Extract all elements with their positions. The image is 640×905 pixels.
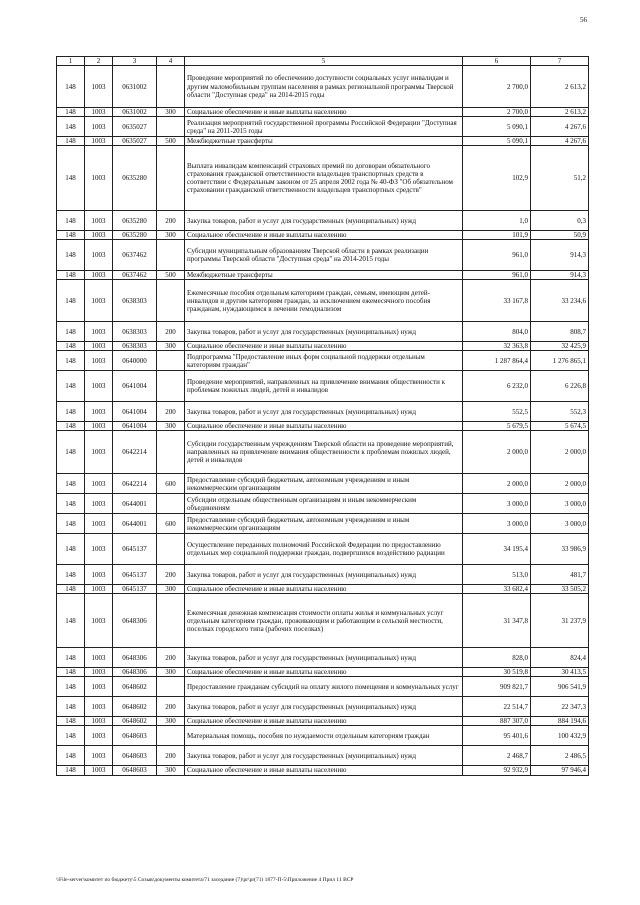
description-cell: Социальное обеспечение и иные выплаты населению: [185, 668, 463, 677]
amount-planned-cell: 828,0: [463, 648, 531, 668]
target-code-cell: 0641004: [113, 371, 157, 402]
amount-actual-cell: 3 000,0: [531, 494, 589, 514]
target-code-cell: 0635027: [113, 117, 157, 137]
admin-code-cell: 148: [57, 66, 85, 108]
target-code-cell: 0641004: [113, 402, 157, 422]
target-code-cell: 0641004: [113, 422, 157, 431]
expense-type-cell: [157, 351, 185, 371]
target-code-cell: 0648603: [113, 766, 157, 775]
amount-planned-cell: 5 679,5: [463, 422, 531, 431]
description-cell: Социальное обеспечение и иные выплаты населению: [185, 422, 463, 431]
target-code-cell: 0635280: [113, 231, 157, 240]
amount-planned-cell: 34 195,4: [463, 534, 531, 565]
target-code-cell: 0648602: [113, 697, 157, 717]
budget-table: [56, 56, 589, 776]
table-row: [57, 322, 589, 342]
admin-code-cell: 148: [57, 726, 85, 746]
admin-code-cell: 148: [57, 565, 85, 585]
table-row: [57, 402, 589, 422]
admin-code-cell: 148: [57, 431, 85, 474]
table-row: [57, 697, 589, 717]
description-cell: Материальная помощь, пособия по нуждаемости отдельным категориям граждан: [185, 726, 463, 746]
amount-actual-cell: 3 000,0: [531, 514, 589, 534]
description-cell: Межбюджетные трансферты: [185, 137, 463, 146]
description-cell: Социальное обеспечение и иные выплаты населению: [185, 585, 463, 594]
expense-type-cell: [157, 726, 185, 746]
page-number: 56: [580, 16, 587, 24]
description-cell: Осуществление переданных полномочий Российской Федерации по предоставлению отдельных мер социальной поддержки граждан, подвергшихся воздействию радиации: [185, 534, 463, 565]
amount-actual-cell: 914,3: [531, 240, 589, 271]
table-row: [57, 594, 589, 648]
expense-type-cell: 300: [157, 342, 185, 351]
table-row: [57, 494, 589, 514]
expense-type-cell: [157, 677, 185, 697]
section-code-cell: 1003: [85, 108, 113, 117]
expense-type-cell: 300: [157, 717, 185, 726]
amount-planned-cell: 513,0: [463, 565, 531, 585]
amount-actual-cell: 824,4: [531, 648, 589, 668]
section-code-cell: 1003: [85, 422, 113, 431]
admin-code-cell: 148: [57, 137, 85, 146]
expense-type-cell: 200: [157, 565, 185, 585]
table-row: [57, 677, 589, 697]
amount-planned-cell: 5 090,1: [463, 117, 531, 137]
description-cell: Субсидии отдельным общественным организациям и иным некоммерческим объединениям: [185, 494, 463, 514]
amount-planned-cell: 2 000,0: [463, 474, 531, 494]
section-code-cell: 1003: [85, 746, 113, 766]
amount-actual-cell: 33 505,2: [531, 585, 589, 594]
description-cell: Закупка товаров, работ и услуг для государственных (муниципальных) нужд: [185, 322, 463, 342]
amount-actual-cell: 2 486,5: [531, 746, 589, 766]
amount-planned-cell: 3 000,0: [463, 514, 531, 534]
col-header-3: 3: [113, 57, 157, 66]
section-code-cell: 1003: [85, 585, 113, 594]
description-cell: Субсидии государственным учреждениям Тверской области на проведение мероприятий, направленных на привлечение внимания общественности к проблемам пожилых людей, детей и инвалидов: [185, 431, 463, 474]
description-cell: Закупка товаров, работ и услуг для государственных (муниципальных) нужд: [185, 211, 463, 231]
description-cell: Реализация мероприятий государственной программы Российской Федерации "Доступная среда" на 2011-2015 годы: [185, 117, 463, 137]
table-row: [57, 240, 589, 271]
section-code-cell: 1003: [85, 594, 113, 648]
admin-code-cell: 148: [57, 271, 85, 280]
admin-code-cell: 148: [57, 766, 85, 775]
file-path-footer: \\File-server\комитет по бюджету\5 Созыв\документы комитета\71 заседание (7)\pr\pr(71) 1877-П-5\Приложение 4 Прил 11 ВСР: [56, 877, 354, 883]
table-row: [57, 271, 589, 280]
table-row: [57, 422, 589, 431]
amount-planned-cell: 33 682,4: [463, 585, 531, 594]
expense-type-cell: 200: [157, 697, 185, 717]
table-row: [57, 585, 589, 594]
expense-type-cell: [157, 66, 185, 108]
amount-actual-cell: 884 194,6: [531, 717, 589, 726]
amount-planned-cell: 2 700,0: [463, 66, 531, 108]
section-code-cell: 1003: [85, 534, 113, 565]
header-row: [57, 57, 589, 66]
amount-actual-cell: 481,7: [531, 565, 589, 585]
admin-code-cell: 148: [57, 371, 85, 402]
description-cell: Закупка товаров, работ и услуг для государственных (муниципальных) нужд: [185, 697, 463, 717]
section-code-cell: 1003: [85, 514, 113, 534]
section-code-cell: 1003: [85, 211, 113, 231]
expense-type-cell: 600: [157, 514, 185, 534]
description-cell: Ежемесячные пособия отдельным категориям граждан, семьям, имеющим детей-инвалидов и другим категориям граждан, за исключением ежемесячного пособия гражданам, нуждающимся в лечении гемодиализом: [185, 280, 463, 322]
table-row: [57, 146, 589, 211]
description-cell: Подпрограмма "Предоставление иных форм социальной поддержки отдельным категориям граждан": [185, 351, 463, 371]
section-code-cell: 1003: [85, 677, 113, 697]
amount-actual-cell: 31 237,9: [531, 594, 589, 648]
amount-actual-cell: 100 432,9: [531, 726, 589, 746]
expense-type-cell: 300: [157, 422, 185, 431]
target-code-cell: 0638303: [113, 280, 157, 322]
table-row: [57, 211, 589, 231]
amount-actual-cell: 32 425,9: [531, 342, 589, 351]
description-cell: Социальное обеспечение и иные выплаты населению: [185, 108, 463, 117]
description-cell: Ежемесячная денежная компенсация стоимости оплаты жилья и коммунальных услуг отдельным категориям граждан, проживающим и работающим в сельской местности, поселках городского типа (рабочих поселках): [185, 594, 463, 648]
expense-type-cell: 300: [157, 766, 185, 775]
expense-type-cell: [157, 534, 185, 565]
target-code-cell: 0637462: [113, 240, 157, 271]
amount-actual-cell: 4 267,6: [531, 117, 589, 137]
expense-type-cell: [157, 371, 185, 402]
expense-type-cell: [157, 240, 185, 271]
section-code-cell: 1003: [85, 697, 113, 717]
expense-type-cell: [157, 431, 185, 474]
section-code-cell: 1003: [85, 137, 113, 146]
section-code-cell: 1003: [85, 231, 113, 240]
table-row: [57, 66, 589, 108]
admin-code-cell: 148: [57, 231, 85, 240]
amount-actual-cell: 2 613,2: [531, 66, 589, 108]
amount-actual-cell: 5 674,5: [531, 422, 589, 431]
target-code-cell: 0638303: [113, 342, 157, 351]
target-code-cell: 0648306: [113, 668, 157, 677]
table-row: [57, 717, 589, 726]
description-cell: Предоставление субсидий бюджетным, автономным учреждениям и иным некоммерческим организациям: [185, 514, 463, 534]
section-code-cell: 1003: [85, 66, 113, 108]
expense-type-cell: 200: [157, 746, 185, 766]
expense-type-cell: 300: [157, 108, 185, 117]
col-header-5: 5: [185, 57, 463, 66]
section-code-cell: 1003: [85, 146, 113, 211]
expense-type-cell: 200: [157, 402, 185, 422]
amount-actual-cell: 50,9: [531, 231, 589, 240]
description-cell: Межбюджетные трансферты: [185, 271, 463, 280]
description-cell: Проведение мероприятий по обеспечению доступности социальных услуг инвалидам и другим маломобильным группам населения в рамках региональной программы Тверской области "Доступная среда" на 2014-2015 годы: [185, 66, 463, 108]
section-code-cell: 1003: [85, 117, 113, 137]
target-code-cell: 0642214: [113, 474, 157, 494]
target-code-cell: 0638303: [113, 322, 157, 342]
amount-planned-cell: 1,0: [463, 211, 531, 231]
section-code-cell: 1003: [85, 717, 113, 726]
amount-actual-cell: 2 000,0: [531, 431, 589, 474]
amount-planned-cell: 33 167,8: [463, 280, 531, 322]
expense-type-cell: [157, 117, 185, 137]
col-header-1: 1: [57, 57, 85, 66]
target-code-cell: 0635280: [113, 146, 157, 211]
section-code-cell: 1003: [85, 565, 113, 585]
description-cell: Социальное обеспечение и иные выплаты населению: [185, 231, 463, 240]
expense-type-cell: 200: [157, 211, 185, 231]
amount-actual-cell: 1 276 865,1: [531, 351, 589, 371]
amount-planned-cell: 1 287 864,4: [463, 351, 531, 371]
amount-planned-cell: 3 000,0: [463, 494, 531, 514]
col-header-7: 7: [531, 57, 589, 66]
amount-planned-cell: 961,0: [463, 240, 531, 271]
table-row: [57, 280, 589, 322]
expense-type-cell: 500: [157, 137, 185, 146]
target-code-cell: 0635280: [113, 211, 157, 231]
amount-planned-cell: 92 932,9: [463, 766, 531, 775]
target-code-cell: 0631002: [113, 108, 157, 117]
section-code-cell: 1003: [85, 431, 113, 474]
admin-code-cell: 148: [57, 585, 85, 594]
description-cell: Предоставление гражданам субсидий на оплату жилого помещения и коммунальных услуг: [185, 677, 463, 697]
amount-planned-cell: 6 232,0: [463, 371, 531, 402]
expense-type-cell: [157, 494, 185, 514]
section-code-cell: 1003: [85, 322, 113, 342]
admin-code-cell: 148: [57, 342, 85, 351]
amount-planned-cell: 22 514,7: [463, 697, 531, 717]
description-cell: Закупка товаров, работ и услуг для государственных (муниципальных) нужд: [185, 746, 463, 766]
admin-code-cell: 148: [57, 240, 85, 271]
admin-code-cell: 148: [57, 351, 85, 371]
expense-type-cell: [157, 594, 185, 648]
amount-planned-cell: 909 821,7: [463, 677, 531, 697]
target-code-cell: 0648306: [113, 594, 157, 648]
amount-actual-cell: 552,3: [531, 402, 589, 422]
amount-actual-cell: 906 541,9: [531, 677, 589, 697]
amount-planned-cell: 804,0: [463, 322, 531, 342]
admin-code-cell: 148: [57, 280, 85, 322]
amount-actual-cell: 30 413,5: [531, 668, 589, 677]
amount-actual-cell: 4 267,6: [531, 137, 589, 146]
amount-planned-cell: 2 700,0: [463, 108, 531, 117]
amount-planned-cell: 102,9: [463, 146, 531, 211]
expense-type-cell: 300: [157, 231, 185, 240]
admin-code-cell: 148: [57, 402, 85, 422]
admin-code-cell: 148: [57, 534, 85, 565]
description-cell: Субсидии муниципальным образованиям Тверской области в рамках реализации программы Тверской области "Доступная среда" на 2014-2015 годы: [185, 240, 463, 271]
amount-planned-cell: 31 347,8: [463, 594, 531, 648]
admin-code-cell: 148: [57, 677, 85, 697]
admin-code-cell: 148: [57, 146, 85, 211]
expense-type-cell: 200: [157, 648, 185, 668]
admin-code-cell: 148: [57, 594, 85, 648]
admin-code-cell: 148: [57, 211, 85, 231]
amount-actual-cell: 22 347,3: [531, 697, 589, 717]
table-row: [57, 117, 589, 137]
table-row: [57, 746, 589, 766]
expense-type-cell: [157, 146, 185, 211]
table-row: [57, 108, 589, 117]
target-code-cell: 0648603: [113, 746, 157, 766]
section-code-cell: 1003: [85, 402, 113, 422]
amount-actual-cell: 808,7: [531, 322, 589, 342]
table-row: [57, 726, 589, 746]
table-row: [57, 431, 589, 474]
admin-code-cell: 148: [57, 422, 85, 431]
section-code-cell: 1003: [85, 474, 113, 494]
table-row: [57, 351, 589, 371]
admin-code-cell: 148: [57, 474, 85, 494]
expense-type-cell: [157, 280, 185, 322]
admin-code-cell: 148: [57, 322, 85, 342]
section-code-cell: 1003: [85, 726, 113, 746]
target-code-cell: 0648603: [113, 726, 157, 746]
section-code-cell: 1003: [85, 766, 113, 775]
section-code-cell: 1003: [85, 342, 113, 351]
target-code-cell: 0640000: [113, 351, 157, 371]
description-cell: Социальное обеспечение и иные выплаты населению: [185, 717, 463, 726]
amount-planned-cell: 961,0: [463, 271, 531, 280]
amount-planned-cell: 30 519,8: [463, 668, 531, 677]
section-code-cell: 1003: [85, 271, 113, 280]
admin-code-cell: 148: [57, 494, 85, 514]
expense-type-cell: 300: [157, 668, 185, 677]
amount-actual-cell: 97 946,4: [531, 766, 589, 775]
table-row: [57, 766, 589, 775]
amount-planned-cell: 2 000,0: [463, 431, 531, 474]
description-cell: Социальное обеспечение и иные выплаты населению: [185, 766, 463, 775]
table-row: [57, 648, 589, 668]
target-code-cell: 0644001: [113, 514, 157, 534]
admin-code-cell: 148: [57, 746, 85, 766]
amount-actual-cell: 33 234,6: [531, 280, 589, 322]
admin-code-cell: 148: [57, 108, 85, 117]
section-code-cell: 1003: [85, 371, 113, 402]
table-row: [57, 668, 589, 677]
table-row: [57, 514, 589, 534]
amount-planned-cell: 95 401,6: [463, 726, 531, 746]
target-code-cell: 0637462: [113, 271, 157, 280]
section-code-cell: 1003: [85, 280, 113, 322]
target-code-cell: 0642214: [113, 431, 157, 474]
amount-actual-cell: 51,2: [531, 146, 589, 211]
amount-planned-cell: 32 363,8: [463, 342, 531, 351]
amount-planned-cell: 552,5: [463, 402, 531, 422]
target-code-cell: 0645137: [113, 565, 157, 585]
amount-actual-cell: 0,3: [531, 211, 589, 231]
target-code-cell: 0648602: [113, 677, 157, 697]
section-code-cell: 1003: [85, 494, 113, 514]
admin-code-cell: 148: [57, 697, 85, 717]
amount-actual-cell: 2 613,2: [531, 108, 589, 117]
description-cell: Проведение мероприятий, направленных на привлечение внимания общественности к проблемам пожилых людей, детей и инвалидов: [185, 371, 463, 402]
expense-type-cell: 200: [157, 322, 185, 342]
admin-code-cell: 148: [57, 668, 85, 677]
col-header-6: 6: [463, 57, 531, 66]
amount-actual-cell: 33 986,9: [531, 534, 589, 565]
section-code-cell: 1003: [85, 240, 113, 271]
amount-planned-cell: 5 090,1: [463, 137, 531, 146]
target-code-cell: 0648602: [113, 717, 157, 726]
description-cell: Выплата инвалидам компенсаций страховых премий по договорам обязательного страхования гражданской ответственности владельцев транспортных средств в соответствии с Федеральным законом от 25 апреля 2002 года № 40-ФЗ "Об обязательном страховании гражданской ответственности владельцев транспортных средств": [185, 146, 463, 211]
admin-code-cell: 148: [57, 648, 85, 668]
description-cell: Закупка товаров, работ и услуг для государственных (муниципальных) нужд: [185, 565, 463, 585]
section-code-cell: 1003: [85, 668, 113, 677]
table-body: [57, 66, 589, 775]
target-code-cell: 0635027: [113, 137, 157, 146]
table-row: [57, 342, 589, 351]
description-cell: Социальное обеспечение и иные выплаты населению: [185, 342, 463, 351]
expense-type-cell: 500: [157, 271, 185, 280]
col-header-4: 4: [157, 57, 185, 66]
section-code-cell: 1003: [85, 351, 113, 371]
amount-planned-cell: 887 307,0: [463, 717, 531, 726]
amount-actual-cell: 6 226,8: [531, 371, 589, 402]
target-code-cell: 0645137: [113, 585, 157, 594]
col-header-2: 2: [85, 57, 113, 66]
table-row: [57, 474, 589, 494]
table-row: [57, 534, 589, 565]
admin-code-cell: 148: [57, 117, 85, 137]
description-cell: Закупка товаров, работ и услуг для государственных (муниципальных) нужд: [185, 402, 463, 422]
description-cell: Предоставление субсидий бюджетным, автономным учреждениям и иным некоммерческим организациям: [185, 474, 463, 494]
admin-code-cell: 148: [57, 514, 85, 534]
amount-planned-cell: 2 468,7: [463, 746, 531, 766]
target-code-cell: 0644001: [113, 494, 157, 514]
amount-actual-cell: 914,3: [531, 271, 589, 280]
description-cell: Закупка товаров, работ и услуг для государственных (муниципальных) нужд: [185, 648, 463, 668]
target-code-cell: 0645137: [113, 534, 157, 565]
table-row: [57, 231, 589, 240]
table-row: [57, 371, 589, 402]
expense-type-cell: 300: [157, 585, 185, 594]
amount-actual-cell: 2 000,0: [531, 474, 589, 494]
admin-code-cell: 148: [57, 717, 85, 726]
target-code-cell: 0631002: [113, 66, 157, 108]
table-row: [57, 565, 589, 585]
expense-type-cell: 600: [157, 474, 185, 494]
target-code-cell: 0648306: [113, 648, 157, 668]
amount-planned-cell: 101,9: [463, 231, 531, 240]
section-code-cell: 1003: [85, 648, 113, 668]
table-row: [57, 137, 589, 146]
